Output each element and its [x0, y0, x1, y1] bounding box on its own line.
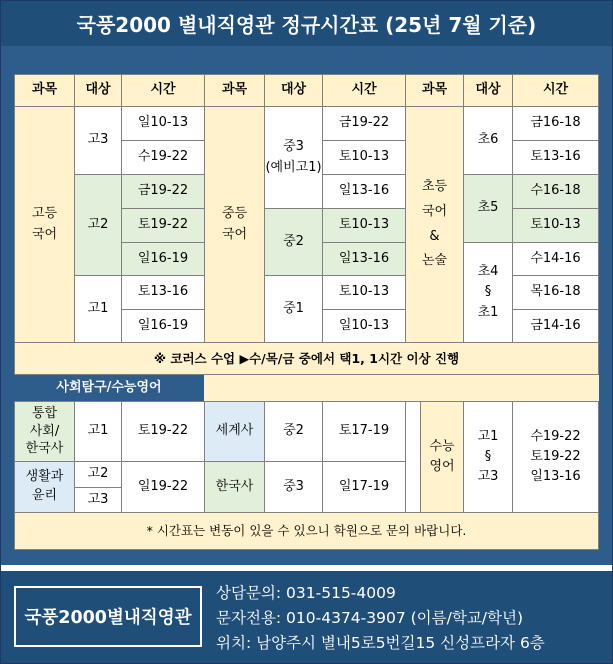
middle-m1-target: 중1	[264, 275, 323, 343]
elem-e5-target: 초5	[463, 174, 513, 243]
elem-e5-time-2: 토10-13	[512, 208, 599, 243]
middle-korean-subject: 중등 국어	[204, 106, 265, 343]
page-title: 국풍2000 별내직영관 정규시간표 (25년 7월 기준)	[1, 1, 612, 46]
schedule-change-note: * 시간표는 변동이 있을 수 있으니 학원으로 문의 바랍니다.	[14, 512, 599, 550]
middle-m3-time-2: 토10-13	[322, 140, 406, 175]
english-subject: 수능 영어	[420, 401, 464, 513]
social-s4-subject: 한국사	[204, 461, 265, 513]
address: 위치: 남양주시 별내5로5번길15 신성프라자 6층	[216, 634, 545, 652]
high-g3-time-1: 일10-13	[121, 106, 205, 141]
section-title-band	[204, 375, 599, 402]
middle-m1-time-1: 토10-13	[322, 275, 406, 310]
high-g1-time-1: 토13-16	[121, 275, 205, 310]
high-g2-time-1: 금19-22	[121, 174, 205, 209]
social-s2-time: 일19-22	[121, 461, 205, 513]
high-g2-target: 고2	[74, 174, 122, 276]
consult-phone: 상담문의: 031-515-4009	[216, 584, 396, 602]
social-s2-target-a: 고2	[74, 461, 122, 488]
elem-e41-time-3: 금14-16	[512, 309, 599, 343]
high-g1-target: 고1	[74, 275, 122, 343]
spacer-cell	[405, 401, 421, 513]
middle-m2-time-2: 일13-16	[322, 242, 406, 276]
elem-korean-subject: 초등 국어 & 논술	[405, 106, 464, 343]
english-target: 고1 § 고3	[463, 401, 513, 513]
social-s1-subject: 통합 사회/ 한국사	[14, 401, 75, 462]
timetable-inner	[14, 74, 599, 550]
academy-logo: 국풍2000별내직영관	[14, 586, 202, 647]
middle-m2-time-1: 토10-13	[322, 208, 406, 243]
middle-m2-target: 중2	[264, 208, 323, 276]
social-s3-time: 토17-19	[322, 401, 406, 462]
elem-e5-time-1: 수16-18	[512, 174, 599, 209]
header-target-3: 대상	[463, 74, 513, 107]
header-subject-3: 과목	[405, 74, 464, 107]
social-s3-subject: 세계사	[204, 401, 265, 462]
high-g3-target: 고3	[74, 106, 122, 175]
social-s3-target: 중2	[264, 401, 323, 462]
header-target-1: 대상	[74, 74, 122, 107]
high-g1-time-2: 일16-19	[121, 309, 205, 343]
high-korean-subject: 고등 국어	[14, 106, 75, 343]
elem-e4-e1-target: 초4 § 초1	[463, 242, 513, 343]
social-s2-subject: 생활과 윤리	[14, 461, 75, 513]
elem-e6-target: 초6	[463, 106, 513, 175]
middle-m3-time-3: 일13-16	[322, 174, 406, 209]
header-subject-2: 과목	[204, 74, 265, 107]
social-s1-target: 고1	[74, 401, 122, 462]
timetable-grid	[14, 74, 599, 550]
middle-m3-time-1: 금19-22	[322, 106, 406, 141]
social-s4-time: 일17-19	[322, 461, 406, 513]
elem-e6-time-2: 토13-16	[512, 140, 599, 175]
sms-phone: 문자전용: 010-4374-3907 (이름/학교/학년)	[216, 609, 524, 627]
timetable-panel	[1, 46, 612, 565]
header-time-3: 시간	[512, 74, 599, 107]
social-s1-time: 토19-22	[121, 401, 205, 462]
middle-m3-target: 중3 (예비고1)	[264, 106, 323, 209]
social-s2-target-b: 고3	[74, 487, 122, 513]
social-s4-target: 중3	[264, 461, 323, 513]
header-subject-1: 과목	[14, 74, 75, 107]
header-time-1: 시간	[121, 74, 205, 107]
header-time-2: 시간	[322, 74, 406, 107]
english-time: 수19-22 토19-22 일13-16	[512, 401, 599, 513]
section-social-english-title: 사회탐구/수능영어	[14, 375, 204, 402]
middle-m1-time-2: 일10-13	[322, 309, 406, 343]
course-note: ※ 코러스 수업 ▶수/목/금 중에서 택1, 1시간 이상 진행	[14, 342, 599, 375]
header-target-2: 대상	[264, 74, 323, 107]
elem-e6-time-1: 금16-18	[512, 106, 599, 141]
footer	[1, 571, 612, 663]
high-g3-time-2: 수19-22	[121, 140, 205, 175]
high-g2-time-3: 일16-19	[121, 242, 205, 276]
high-g2-time-2: 토19-22	[121, 208, 205, 243]
elem-e41-time-2: 목16-18	[512, 275, 599, 310]
elem-e41-time-1: 수14-16	[512, 242, 599, 276]
